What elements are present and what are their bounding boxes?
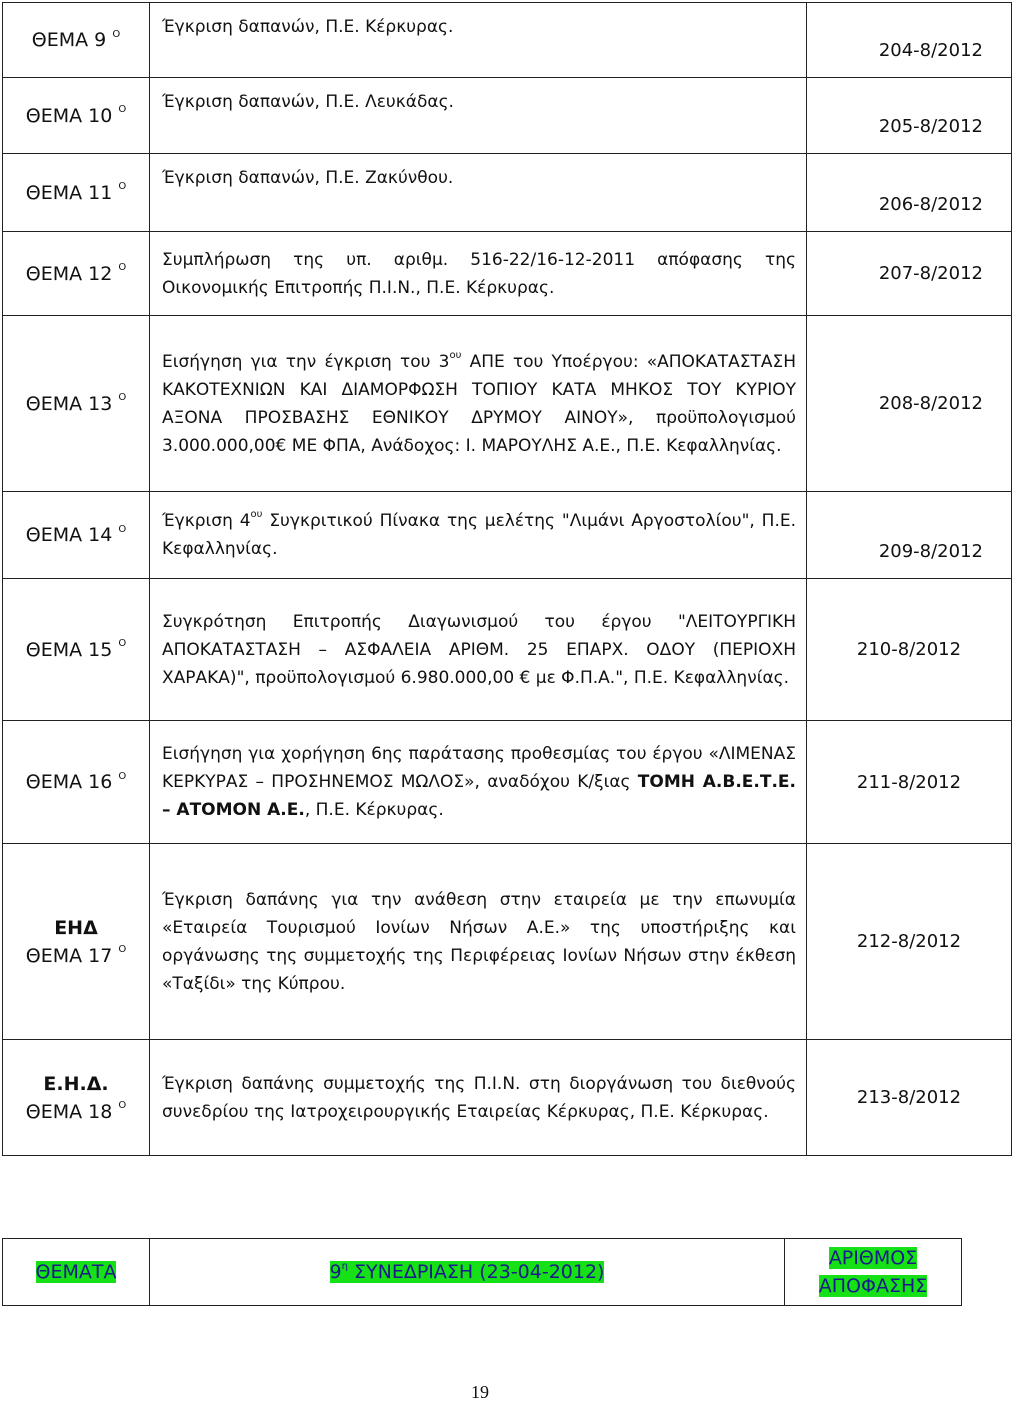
topic-cell: ΘΕΜΑ 14 $^O$ xyxy=(3,492,150,579)
decision-number: 206-8/2012 xyxy=(807,154,1012,232)
description-cell: Έγκριση δαπανών, Π.Ε. Ζακύνθου. xyxy=(150,154,807,232)
header-topics-cell xyxy=(3,1239,150,1306)
table-row xyxy=(3,316,1012,492)
topic-cell: ΘΕΜΑ 15 $^O$ xyxy=(3,579,150,721)
description-cell: Έγκριση δαπάνης για την ανάθεση στην εταιρεία με την επωνυμία «Εταιρεία Τουρισμού Ιονίων Νήσων Α.Ε.» της υποστήριξης και οργάνωσης της συμμετοχής της Περιφέρειας Ιονίων Νήσων στην έκθεση «Ταξίδι» της Κύπρου. xyxy=(150,844,807,1040)
header-decision-cell xyxy=(785,1239,962,1306)
topic-cell: ΘΕΜΑ 9 $^O$ xyxy=(3,3,150,78)
topic-cell: ΘΕΜΑ 12 $^O$ xyxy=(3,232,150,316)
header-session-label: $9^\eta$ ΣΥΝΕΔΡΙΑΣΗ (23-04-2012) xyxy=(329,1260,605,1283)
table-row xyxy=(3,721,1012,844)
description-cell: Έγκριση $4^{o\upsilon}$ Συγκριτικού Πίνακα της μελέτης "Λιμάνι Αργοστολίου", Π.Ε. Κεφαλληνίας. xyxy=(150,492,807,579)
table-row xyxy=(3,579,1012,721)
topic-cell: ΘΕΜΑ 13 $^O$ xyxy=(3,316,150,492)
decision-number: 209-8/2012 xyxy=(807,492,1012,579)
decision-number: 205-8/2012 xyxy=(807,78,1012,154)
description-cell: Συγκρότηση Επιτροπής Διαγωνισμού του έργου "ΛΕΙΤΟΥΡΓΙΚΗ ΑΠΟΚΑΤΑΣΤΑΣΗ – ΑΣΦΑΛΕΙΑ ΑΡΙΘΜ. 25 ΕΠΑΡΧ. ΟΔΟΥ (ΠΕΡΙΟΧΗ ΧΑΡΑΚΑ)", προϋπολογισμού 6.980.000,00 € με Φ.Π.Α.", Π.Ε. Κεφαλληνίας. xyxy=(150,579,807,721)
description-cell: Συμπλήρωση της υπ. αριθμ. 516-22/16-12-2011 απόφασης της Οικονομικής Επιτροπής Π.Ι.Ν., Π.Ε. Κέρκυρας. xyxy=(150,232,807,316)
header-session-cell xyxy=(150,1239,785,1306)
header-decision-label-2: ΑΠΟΦΑΣΗΣ xyxy=(818,1275,928,1297)
agenda-table xyxy=(2,2,1012,1156)
header-decision-label: ΑΡΙΘΜΟΣ xyxy=(828,1247,918,1269)
table-row xyxy=(3,232,1012,316)
table-row xyxy=(3,154,1012,232)
description-cell: Έγκριση δαπάνης συμμετοχής της Π.Ι.Ν. στη διοργάνωση του διεθνούς συνεδρίου της Ιατροχειρουργικής Εταιρείας Κέρκυρας, Π.Ε. Κέρκυρας. xyxy=(150,1040,807,1156)
decision-number: 211-8/2012 xyxy=(807,721,1012,844)
session-header-table xyxy=(2,1238,962,1306)
description-cell: Έγκριση δαπανών, Π.Ε. Κέρκυρας. xyxy=(150,3,807,78)
topic-cell: ΘΕΜΑ 11 $^O$ xyxy=(3,154,150,232)
page-number: 19 xyxy=(471,1382,489,1402)
decision-number: 213-8/2012 xyxy=(807,1040,1012,1156)
decision-number: 208-8/2012 xyxy=(807,316,1012,492)
table-row xyxy=(3,3,1012,78)
decision-number: 212-8/2012 xyxy=(807,844,1012,1040)
decision-number: 207-8/2012 xyxy=(807,232,1012,316)
description-cell: Εισήγηση για την έγκριση του $3^{o\upsilon}$ ΑΠΕ του Υποέργου: «ΑΠΟΚΑΤΑΣΤΑΣΗ ΚΑΚΟΤΕΧΝΙΩΝ ΚΑΙ ΔΙΑΜΟΡΦΩΣΗ ΤΟΠΙΟΥ ΚΑΤΑ ΜΗΚΟΣ ΤΟΥ ΚΥΡΙΟΥ ΑΞΟΝΑ ΠΡΟΣΒΑΣΗΣ ΕΘΝΙΚΟΥ ΔΡΥΜΟΥ ΑΙΝΟΥ», προϋπολογισμού 3.000.000,00€ ΜΕ ΦΠΑ, Ανάδοχος: Ι. ΜΑΡΟΥΛΗΣ Α.Ε., Π.Ε. Κεφαλληνίας. xyxy=(150,316,807,492)
table-row xyxy=(3,492,1012,579)
description-cell: Έγκριση δαπανών, Π.Ε. Λευκάδας. xyxy=(150,78,807,154)
decision-number: 204-8/2012 xyxy=(807,3,1012,78)
table-row xyxy=(3,78,1012,154)
topic-cell: ΘΕΜΑ 16 $^O$ xyxy=(3,721,150,844)
table-row xyxy=(3,844,1012,1040)
topic-cell: ΕΗΔ ΘΕΜΑ 17 $^O$ xyxy=(3,844,150,1040)
header-topics-label: ΘΕΜΑΤΑ xyxy=(35,1261,117,1283)
description-cell: Εισήγηση για χορήγηση 6ης παράτασης προθεσμίας του έργου «ΛΙΜΕΝΑΣ ΚΕΡΚΥΡΑΣ – ΠΡΟΣΗΝΕΜΟΣ ΜΩΛΟΣ», αναδόχου Κ/ξιας ΤΟΜΗ Α.Β.Ε.Τ.Ε. – ΑΤΟΜΟΝ Α.Ε., Π.Ε. Κέρκυρας. xyxy=(150,721,807,844)
table-row xyxy=(3,1040,1012,1156)
decision-number: 210-8/2012 xyxy=(807,579,1012,721)
topic-cell: ΘΕΜΑ 10 $^O$ xyxy=(3,78,150,154)
header-row xyxy=(3,1239,962,1306)
topic-cell: Ε.Η.Δ. ΘΕΜΑ 18 $^O$ xyxy=(3,1040,150,1156)
